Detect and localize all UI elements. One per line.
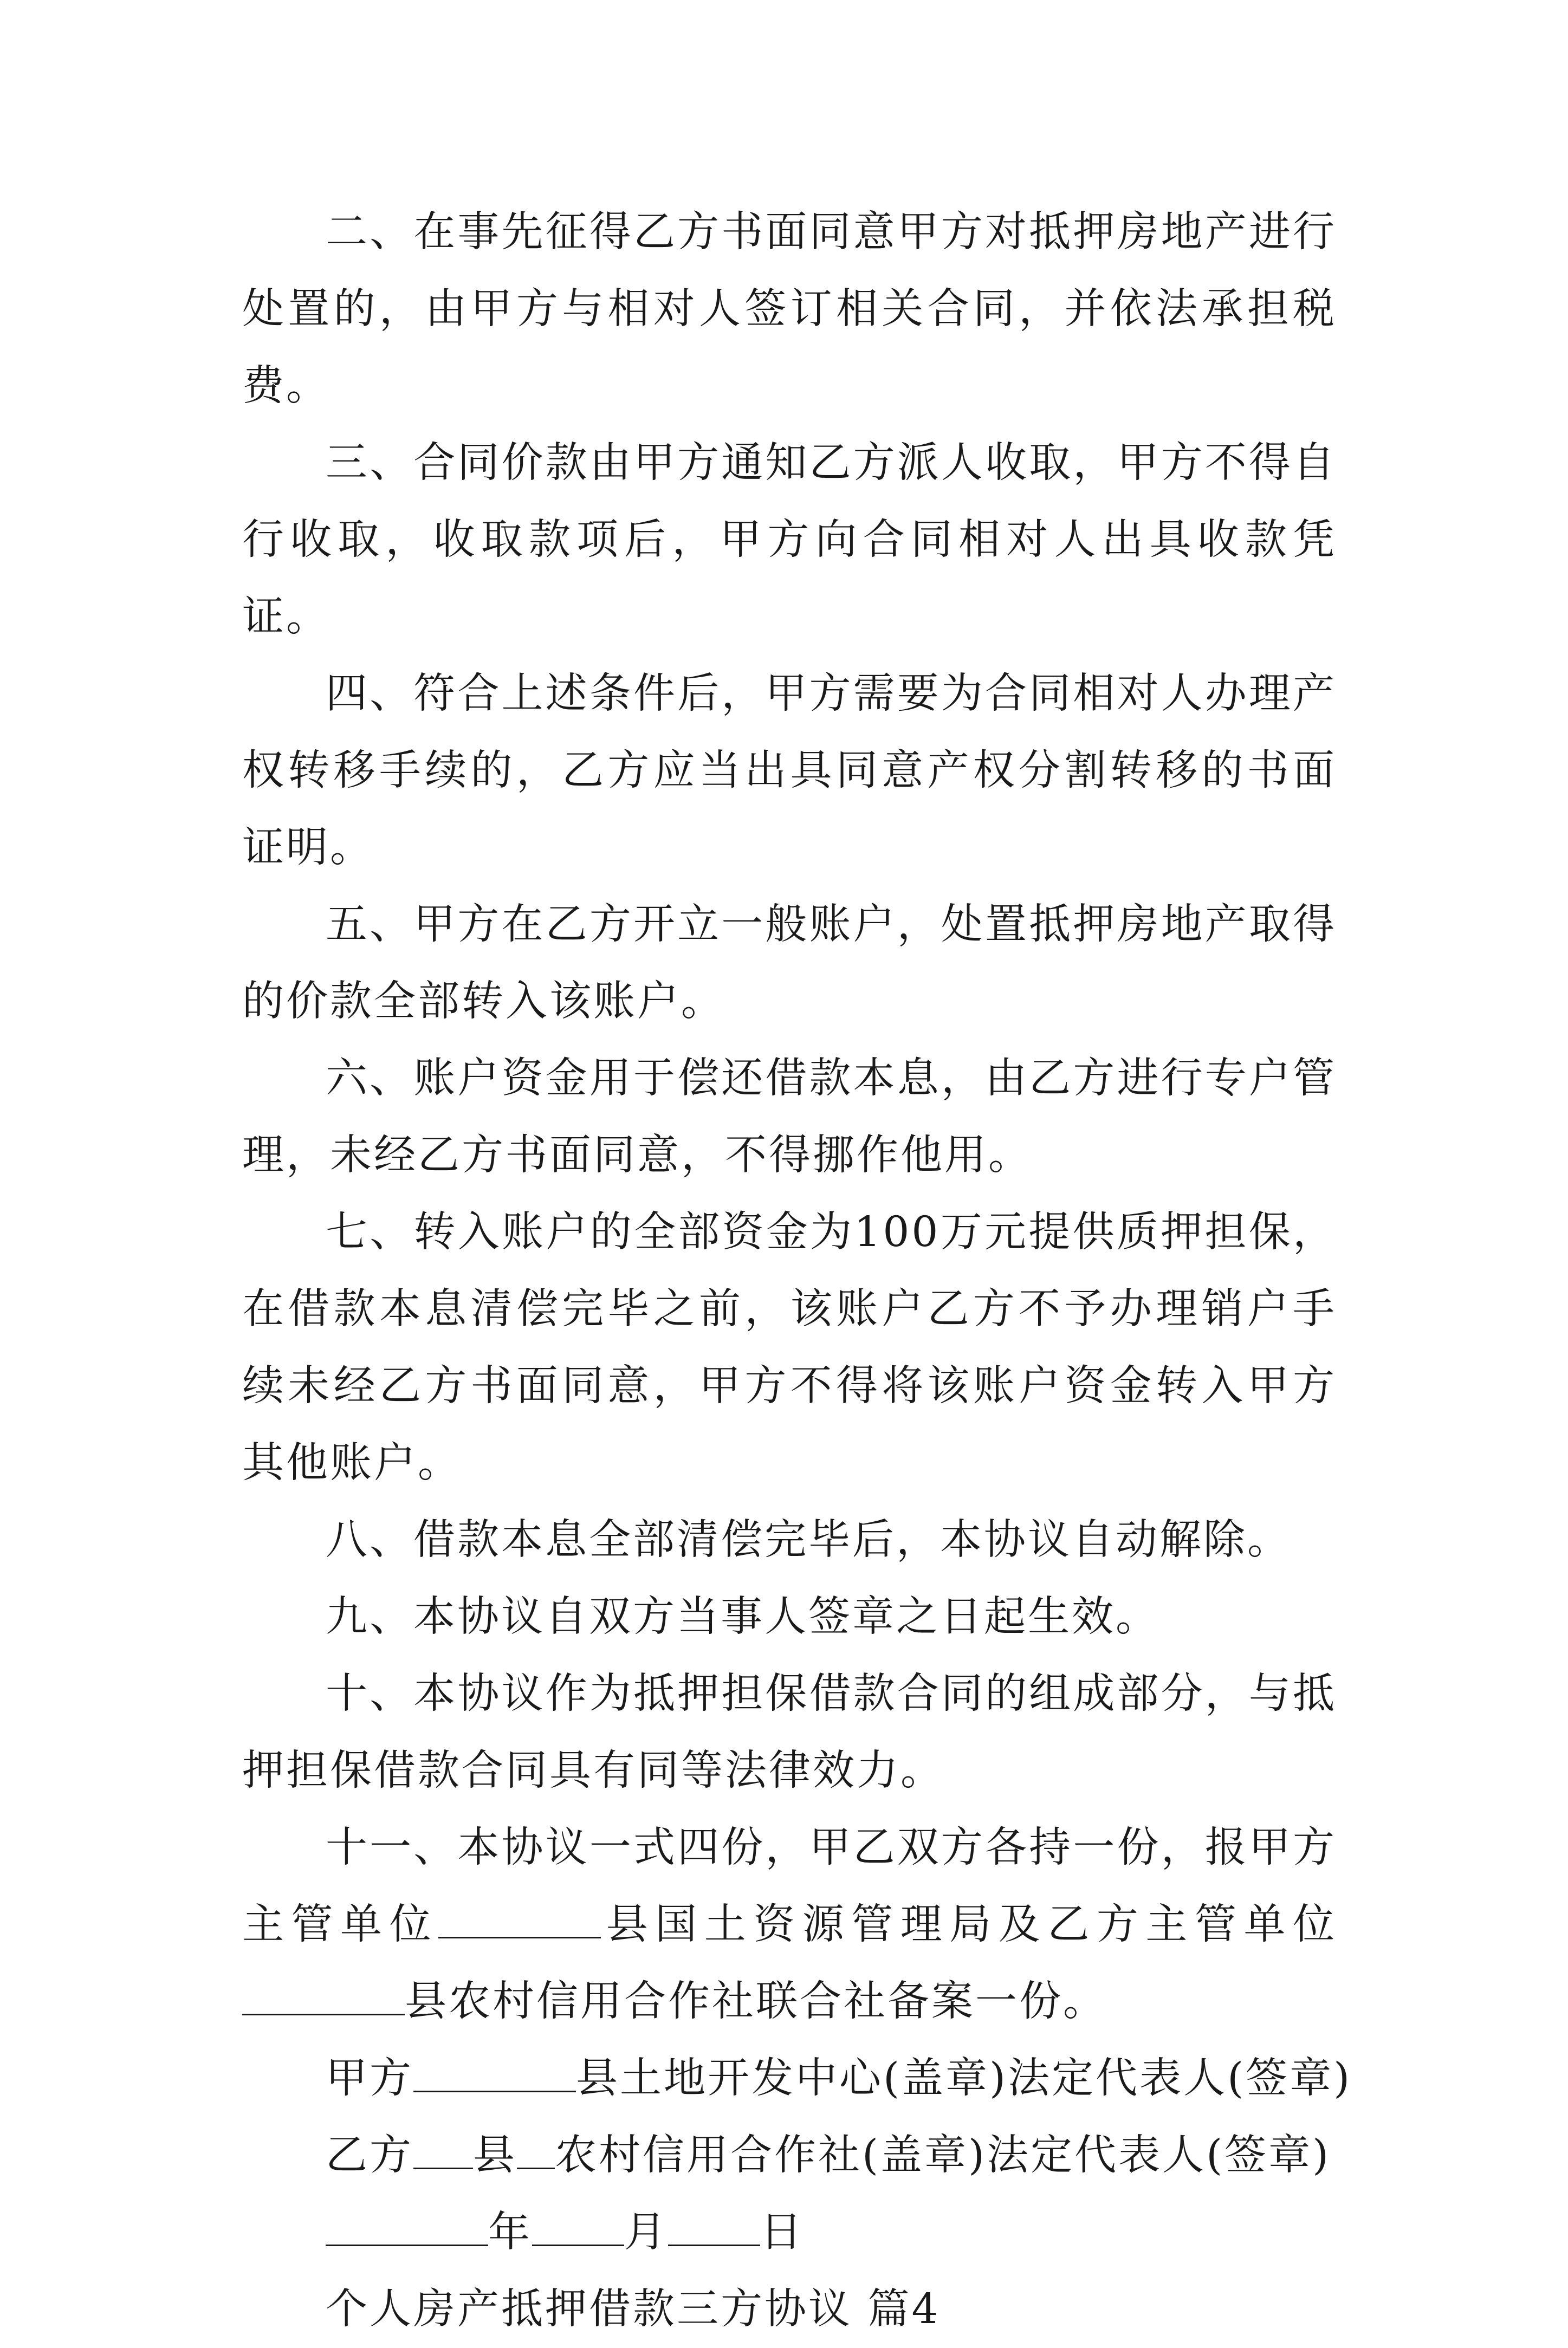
party-a-signature-line (242, 2040, 1352, 2117)
clause-2: 二、在事先征得乙方书面同意甲方对抵押房地产进行处置的，由甲方与相对人签订相关合同，并依法承担税费。 (242, 208, 1337, 410)
date-day: 日 (760, 2208, 804, 2256)
date-year: 年 (488, 2208, 532, 2256)
party-b-prefix: 乙方 (326, 2131, 413, 2180)
blank-line (242, 1974, 405, 2015)
blank-line (326, 2205, 488, 2246)
clause-4: 四、符合上述条件后，甲方需要为合同相对人办理产权转移手续的，乙方应当出具同意产权分割转移的书面证明。 (242, 670, 1337, 872)
party-b-middle: 县 (473, 2131, 517, 2180)
clause-11-part2: 县国土资源管理局及乙方主管单位 (601, 1901, 1337, 1949)
clause-8: 八、借款本息全部清偿完毕后，本协议自动解除。 (326, 1516, 1291, 1564)
clause-9: 九、本协议自双方当事人签章之日起生效。 (326, 1593, 1159, 1641)
next-section-heading: 个人房产抵押借款三方协议 篇4 (326, 2285, 941, 2333)
blank-line (413, 2128, 473, 2169)
clause-7: 七、转入账户的全部资金为100万元提供质押担保，在借款本息清偿完毕之前，该账户乙方不予办理销户手续未经乙方书面同意，甲方不得将该账户资金转入甲方其他账户。 (242, 1208, 1337, 1487)
party-b-suffix: 农村信用合作社(盖章)法定代表人(签章) (555, 2131, 1331, 2180)
blank-line (532, 2205, 624, 2246)
date-month: 月 (624, 2208, 668, 2256)
party-a-suffix: 县土地开发中心(盖章)法定代表人(签章) (576, 2054, 1352, 2103)
clause-5: 五、甲方在乙方开立一般账户，处置抵押房地产取得的价款全部转入该账户。 (242, 900, 1337, 1026)
blank-line (517, 2128, 555, 2169)
party-a-prefix: 甲方 (326, 2054, 413, 2103)
date-line (242, 2194, 1337, 2271)
clause-3: 三、合同价款由甲方通知乙方派人收取，甲方不得自行收取，收取款项后，甲方向合同相对人出具收款凭证。 (242, 439, 1337, 641)
document-body (242, 194, 1352, 2348)
clause-6: 六、账户资金用于偿还借款本息，由乙方进行专户管理，未经乙方书面同意，不得挪作他用。 (242, 1054, 1337, 1179)
clause-10: 十、本协议作为抵押担保借款合同的组成部分，与抵押担保借款合同具有同等法律效力。 (242, 1670, 1337, 1795)
blank-line (413, 2051, 576, 2092)
blank-line (668, 2205, 760, 2246)
clause-11-part1: 十一、本协议一式四份，甲乙双方各持一份，报甲方主管单位 (242, 1824, 1337, 1949)
clause-11 (242, 1809, 1337, 2040)
party-b-signature-line (242, 2117, 1337, 2194)
blank-line (438, 1897, 601, 1938)
clause-11-part3: 县农村信用合作社联合社备案一份。 (405, 1977, 1107, 2026)
